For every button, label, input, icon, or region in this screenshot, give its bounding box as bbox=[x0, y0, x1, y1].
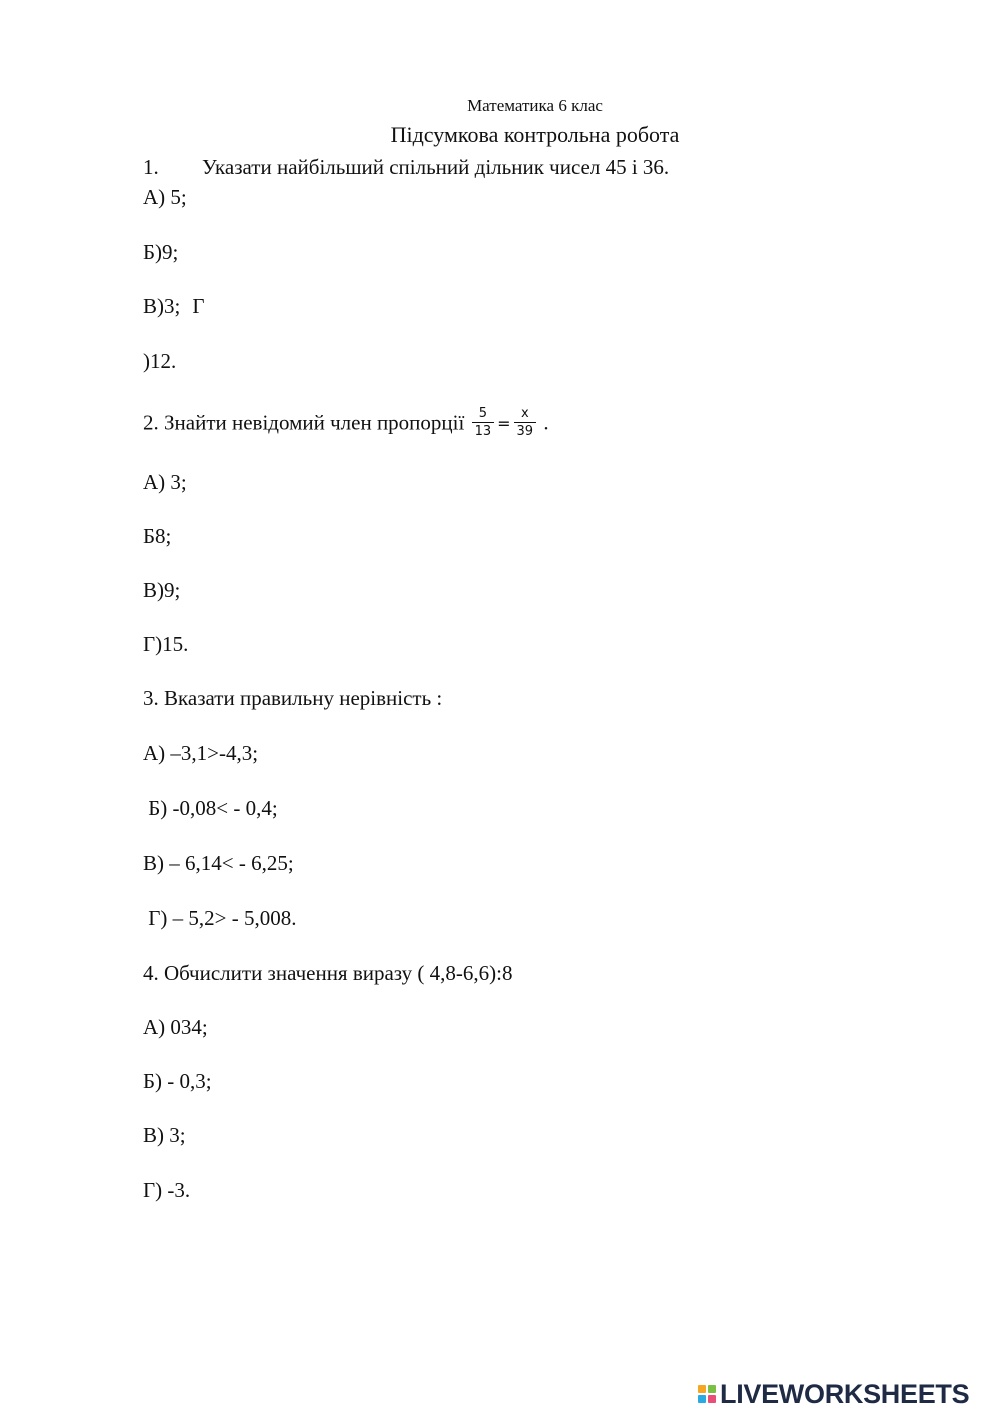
q1-number: 1. bbox=[143, 155, 159, 179]
logo-square-e bbox=[708, 1395, 716, 1403]
subject-heading: Математика 6 клас bbox=[467, 96, 603, 115]
q2-option-d: Г)15. bbox=[143, 632, 189, 656]
liveworksheets-logo bbox=[698, 1378, 969, 1410]
q1-option-d-start: Г bbox=[192, 294, 205, 318]
q2-option-b: Б8; bbox=[143, 524, 172, 548]
q1-option-d-end: )12. bbox=[143, 349, 177, 373]
q3-option-c: В) – 6,14< - 6,25; bbox=[143, 851, 294, 875]
q3-option-d: Г) – 5,2> - 5,008. bbox=[143, 906, 297, 930]
q3-text: 3. Вказати правильну нерівність : bbox=[143, 686, 443, 710]
q3-option-a: А) –3,1>-4,3; bbox=[143, 741, 259, 765]
q1-option-b: Б)9; bbox=[143, 240, 179, 264]
logo-text: LIVEWORKSHEETS bbox=[720, 1378, 970, 1409]
fraction-right-denominator: 39 bbox=[516, 424, 534, 439]
q4-text: 4. Обчислити значення виразу ( 4,8-6,6):8 bbox=[143, 961, 513, 985]
fraction-right-numerator: x bbox=[514, 406, 537, 423]
logo-square-v bbox=[698, 1395, 706, 1403]
q4-option-c: В) 3; bbox=[143, 1123, 186, 1147]
q3-option-b: Б) -0,08< - 0,4; bbox=[143, 796, 278, 820]
q2-end-period: . bbox=[543, 410, 549, 435]
q1-option-a: А) 5; bbox=[143, 185, 187, 209]
proportion-fraction-left bbox=[472, 406, 495, 439]
q1-text: Указати найбільший спільний дільник чисел 45 і 36. bbox=[202, 155, 670, 179]
equals-sign: = bbox=[497, 414, 511, 434]
q2-text: 2. Знайти невідомий член пропорції bbox=[143, 410, 465, 435]
q1-option-c-line bbox=[143, 294, 204, 318]
q4-option-b: Б) - 0,3; bbox=[143, 1069, 212, 1093]
fraction-left-denominator: 13 bbox=[474, 424, 492, 439]
logo-square-l bbox=[698, 1385, 706, 1393]
q2-option-a: А) 3; bbox=[143, 470, 187, 494]
q4-option-a: А) 034; bbox=[143, 1015, 208, 1039]
q2-line bbox=[143, 408, 549, 441]
proportion-fraction-right bbox=[514, 406, 537, 439]
q1-option-c: В)3; bbox=[143, 294, 181, 318]
logo-square-i bbox=[708, 1385, 716, 1393]
logo-mark-icon bbox=[698, 1385, 716, 1403]
page-title: Підсумкова контрольна робота bbox=[390, 122, 680, 147]
q2-option-c: В)9; bbox=[143, 578, 181, 602]
q4-option-d: Г) -3. bbox=[143, 1178, 191, 1202]
fraction-left-numerator: 5 bbox=[472, 406, 495, 423]
